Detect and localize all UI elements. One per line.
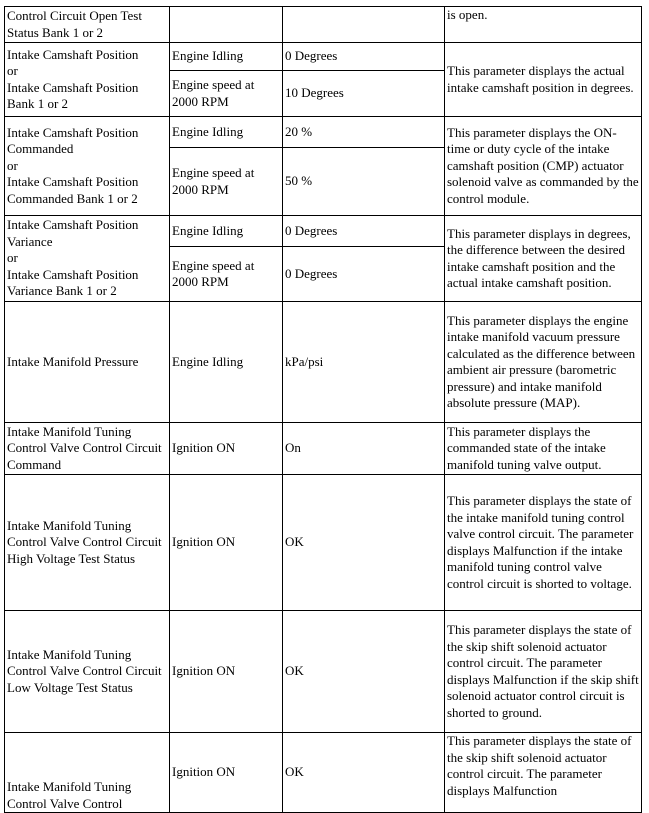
value-cell: kPa/psi xyxy=(283,302,445,423)
condition-cell: Ignition ON xyxy=(170,475,283,611)
value-cell: 10 Degrees xyxy=(283,71,445,117)
param-cell: Intake Manifold Tuning Control Valve Control xyxy=(5,733,170,813)
condition-cell: Engine Idling xyxy=(170,302,283,423)
table-row xyxy=(5,117,642,148)
param-cell: Intake Manifold Pressure xyxy=(5,302,170,423)
value-cell: 0 Degrees xyxy=(283,43,445,71)
description-cell: This parameter displays the state of the intake manifold tuning control valve control circuit. The parameter displays Malfunction if the intake manifold tuning control valve control circuit is shorted to voltage. xyxy=(445,475,642,611)
param-cell: Intake Camshaft Position Variance or Intake Camshaft Position Variance Bank 1 or 2 xyxy=(5,216,170,302)
parameter-table xyxy=(4,6,642,813)
value-cell: 50 % xyxy=(283,148,445,216)
condition-cell: Ignition ON xyxy=(170,611,283,733)
param-cell: Intake Camshaft Position or Intake Camshaft Position Bank 1 or 2 xyxy=(5,43,170,117)
table-row xyxy=(5,423,642,475)
condition-cell: Engine speed at 2000 RPM xyxy=(170,148,283,216)
table-row xyxy=(5,302,642,423)
description-cell: This parameter displays the state of the skip shift solenoid actuator control circuit. The parameter displays Malfunction if the skip shift solenoid actuator control circuit is shorted to ground. xyxy=(445,611,642,733)
value-cell: On xyxy=(283,423,445,475)
description-cell: This parameter displays the engine intake manifold vacuum pressure calculated as the difference between ambient air pressure (barometric pressure) and intake manifold absolute pressure (MAP). xyxy=(445,302,642,423)
description-cell: is open. xyxy=(445,7,642,43)
description-cell: This parameter displays in degrees, the difference between the desired intake camshaft position and the actual intake camshaft position. xyxy=(445,216,642,302)
param-cell: Intake Manifold Tuning Control Valve Control Circuit Low Voltage Test Status xyxy=(5,611,170,733)
table-row xyxy=(5,216,642,247)
condition-cell: Engine speed at 2000 RPM xyxy=(170,247,283,302)
condition-cell: Ignition ON xyxy=(170,733,283,813)
value-cell: OK xyxy=(283,733,445,813)
table-row xyxy=(5,43,642,71)
description-cell: This parameter displays the commanded state of the intake manifold tuning valve output. xyxy=(445,423,642,475)
table-row xyxy=(5,733,642,813)
param-cell: Intake Manifold Tuning Control Valve Control Circuit Command xyxy=(5,423,170,475)
condition-cell: Engine speed at 2000 RPM xyxy=(170,71,283,117)
param-cell: Intake Camshaft Position Commanded or Intake Camshaft Position Commanded Bank 1 or 2 xyxy=(5,117,170,216)
value-cell: 0 Degrees xyxy=(283,216,445,247)
table-row xyxy=(5,7,642,43)
value-cell xyxy=(283,7,445,43)
description-cell: This parameter displays the state of the skip shift solenoid actuator control circuit. The parameter displays Malfunction xyxy=(445,733,642,813)
value-cell: OK xyxy=(283,475,445,611)
value-cell: 20 % xyxy=(283,117,445,148)
condition-cell xyxy=(170,7,283,43)
description-cell: This parameter displays the ON-time or duty cycle of the intake camshaft position (CMP) actuator solenoid valve as commanded by the control module. xyxy=(445,117,642,216)
description-cell: This parameter displays the actual intake camshaft position in degrees. xyxy=(445,43,642,117)
param-cell: Intake Manifold Tuning Control Valve Control Circuit High Voltage Test Status xyxy=(5,475,170,611)
condition-cell: Engine Idling xyxy=(170,216,283,247)
condition-cell: Engine Idling xyxy=(170,117,283,148)
condition-cell: Ignition ON xyxy=(170,423,283,475)
condition-cell: Engine Idling xyxy=(170,43,283,71)
value-cell: OK xyxy=(283,611,445,733)
table-row xyxy=(5,611,642,733)
param-cell: Control Circuit Open Test Status Bank 1 or 2 xyxy=(5,7,170,43)
table-row xyxy=(5,475,642,611)
value-cell: 0 Degrees xyxy=(283,247,445,302)
